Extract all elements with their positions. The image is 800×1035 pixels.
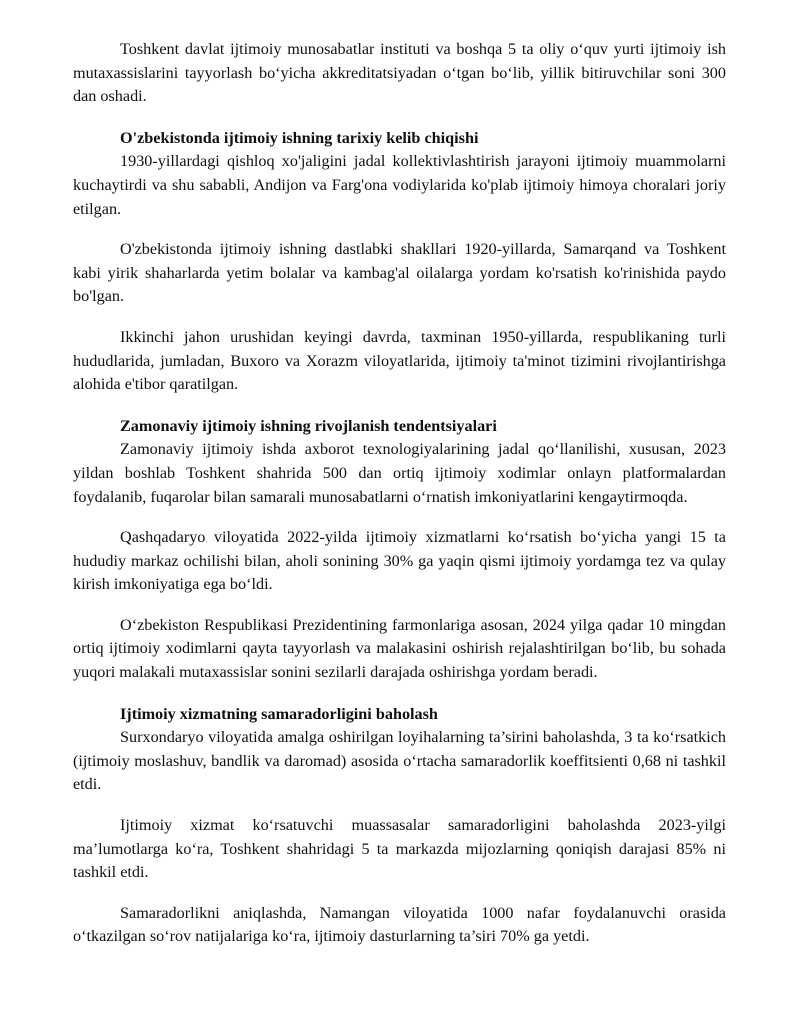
paragraph-namangan-survey: Samaradorlikni aniqlashda, Namangan viloyatida 1000 nafar foydalanuvchi orasida o‘tkazilgan so‘rov natijalariga ko‘ra, ijtimoiy dasturlarning ta’siri 70% ga yetdi.: [73, 903, 726, 946]
section-heading-history: O'zbekistonda ijtimoiy ishning tarixiy kelib chiqishi: [120, 128, 479, 147]
paragraph-kashkadarya: Qashqadaryo viloyatida 2022-yilda ijtimoiy xizmatlarni ko‘rsatish bo‘yicha yangi 15 ta hududiy markaz ochilishi bilan, aholi sonining 30% ga yaqin qismi ijtimoiy yordamga tez va qulay kirish imkoniyatiga ega bo‘ldi.: [73, 528, 726, 594]
paragraph-tashkent-centers: Ijtimoiy xizmat ko‘rsatuvchi muassasalar samaradorligini baholashda 2023-yilgi ma’lumotlarga ko‘ra, Toshkent shahridagi 5 ta markazda mijozlarning qoniqish darajasi 85% ni tashkil etdi.: [73, 816, 726, 882]
spacer: [73, 109, 726, 127]
spacer: [73, 597, 726, 614]
paragraph-online-platforms: Zamonaviy ijtimoiy ishda axborot texnologiyalarining jadal qo‘llanilishi, xususan, 2023 yildan boshlab Toshkent shahrida 500 dan ortiq ijtimoiy xodimlar onlayn platformalardan foydalanib, fuqarolar bilan samarali munosabatlarni o‘rnatish imkoniyatlarini kengaytirmoqda.: [73, 440, 726, 506]
section-heading-evaluation: Ijtimoiy xizmatning samaradorligini baholash: [120, 704, 438, 723]
paragraph-institutes: Toshkent davlat ijtimoiy munosabatlar instituti va boshqa 5 ta oliy o‘quv yurti ijtimoiy ish mutaxassislarini tayyorlash bo‘yicha akkreditatsiyadan o‘tgan bo‘lib, yillik bitiruvchilar soni 300 dan oshadi.: [73, 40, 726, 106]
spacer: [73, 221, 726, 238]
paragraph-1930s: 1930-yillardagi qishloq xo'jaligini jadal kollektivlashtirish jarayoni ijtimoiy muammolarni kuchaytirdi va shu sababli, Andijon va Farg'ona vodiylarida ko'plab ijtimoiy himoya choralari joriy etilgan.: [73, 152, 726, 218]
paragraph-presidential-decrees: O‘zbekiston Respublikasi Prezidentining farmonlariga asosan, 2024 yilga qadar 10 mingdan ortiq ijtimoiy xodimlarni qayta tayyorlash va malakasini oshirish rejalashtirilgan bo‘lib, bu sohada yuqori malakali mutaxassislar sonini sezilarli darajada oshirishga yordam beradi.: [73, 615, 726, 682]
paragraph-1920s: O'zbekistonda ijtimoiy ishning dastlabki shakllari 1920-yillarda, Samarqand va Toshkent kabi yirik shaharlarda yetim bolalar va kambag'al oilalarga yordam ko'rsatish ko'rinishida paydo bo'lgan.: [73, 240, 726, 306]
section-heading-trends: Zamonaviy ijtimoiy ishning rivojlanish tendentsiyalari: [120, 416, 497, 435]
spacer: [73, 309, 726, 326]
spacer: [73, 885, 726, 902]
paragraph-1950s: Ikkinchi jahon urushidan keyingi davrda, taxminan 1950-yillarda, respublikaning turli hududlarida, jumladan, Buxoro va Xorazm viloyatlarida, ijtimoiy ta'minot tizimini rivojlantirishga alohida e'tibor qaratilgan.: [73, 327, 726, 394]
paragraph-surkhandarya: Surxondaryo viloyatida amalga oshirilgan loyihalarning ta’sirini baholashda, 3 ta ko‘rsatkich (ijtimoiy moslashuv, bandlik va daromad) asosida o‘rtacha samaradorlik koeffitsienti 0,68 ni tashkil etdi.: [73, 728, 726, 794]
document-page: [73, 38, 726, 949]
spacer: [73, 797, 726, 814]
spacer: [73, 397, 726, 415]
spacer: [73, 509, 726, 526]
spacer: [73, 685, 726, 703]
